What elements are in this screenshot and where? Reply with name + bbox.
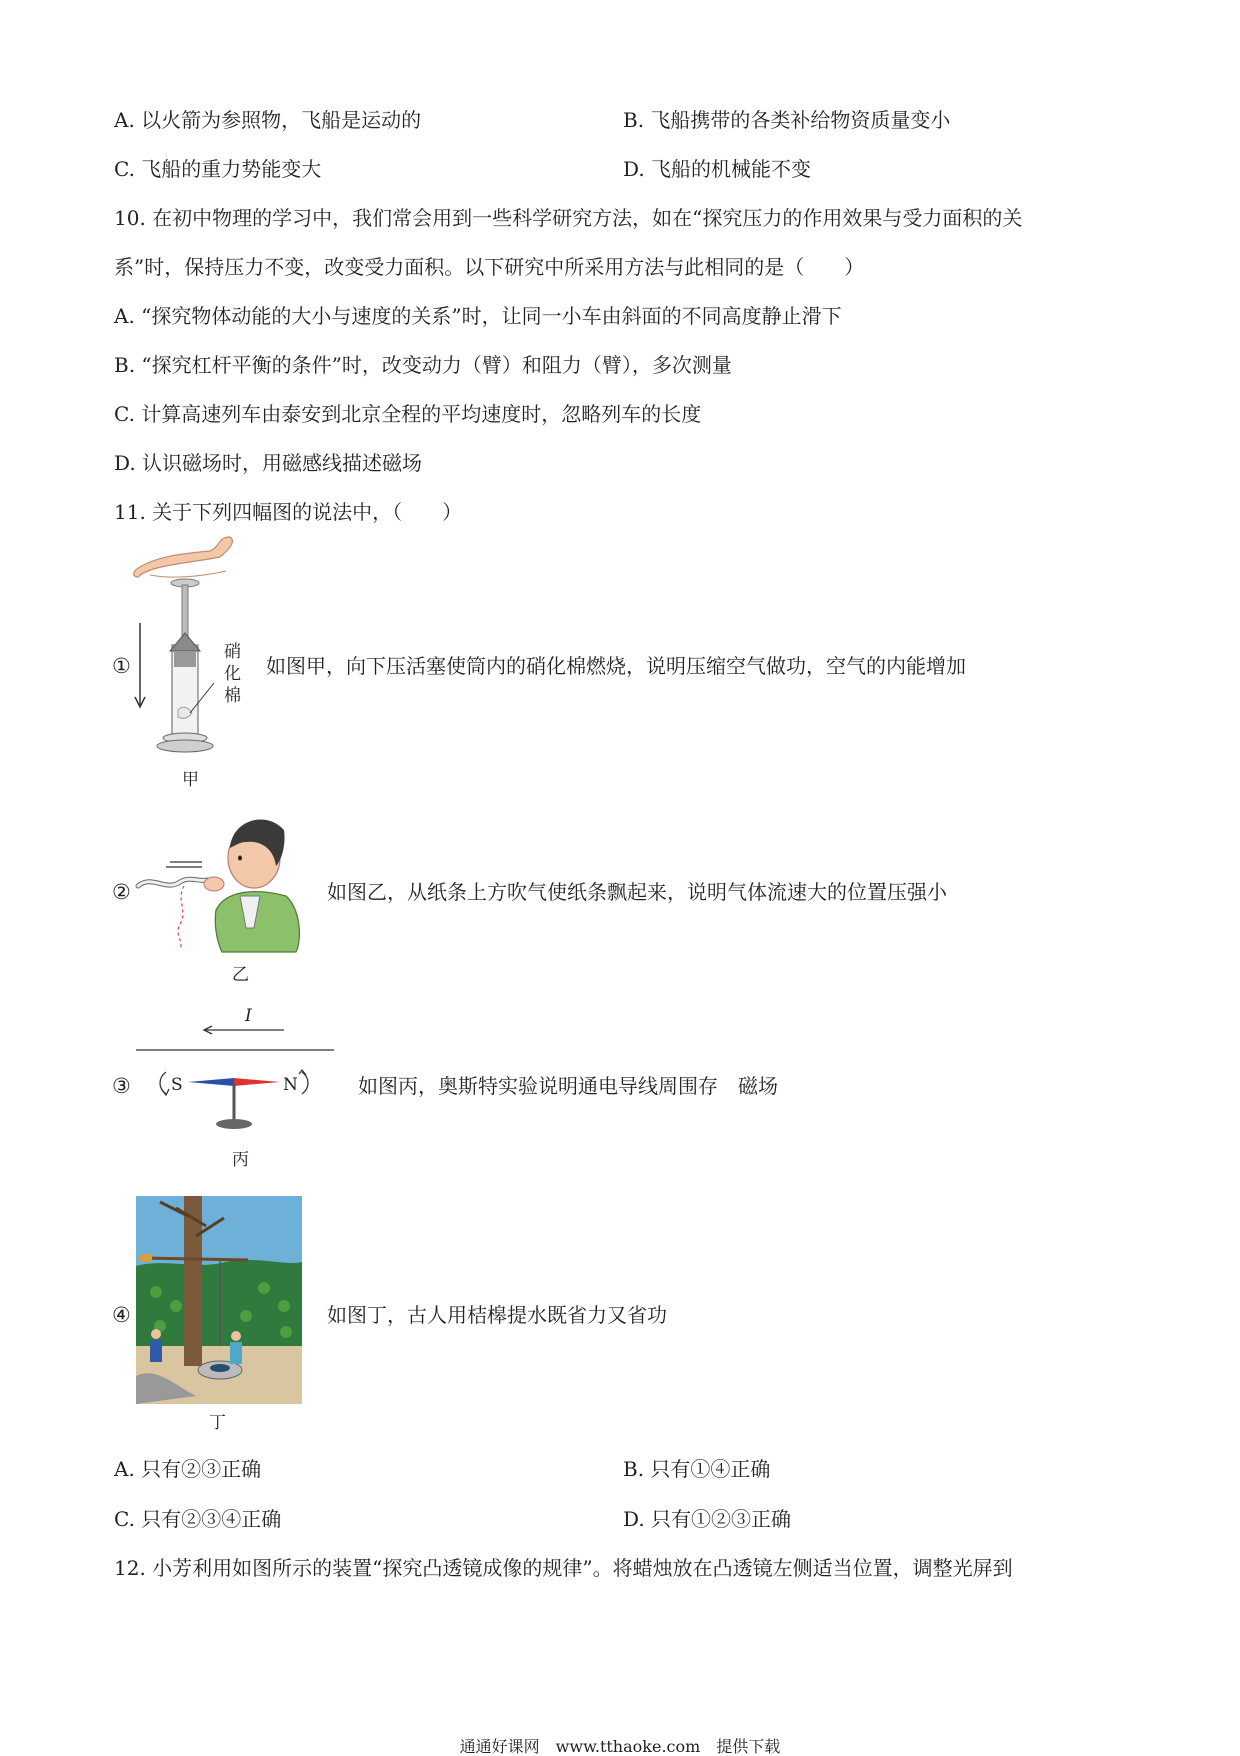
item4-text: 如图丁，古人用桔槔提水既省力又省功 [327, 1303, 667, 1327]
item1-number: ① [112, 654, 131, 678]
q9-option-a: A. 以火箭为参照物，飞船是运动的 [114, 108, 422, 132]
q12-stem-line1: 12. 小芳利用如图所示的装置“探究凸透镜成像的规律”。将蜡烛放在凸透镜左侧适当位置，调整光屏到 [114, 1556, 1013, 1580]
q10-stem-line2: 系”时，保持压力不变，改变受力面积。以下研究中所采用方法与此相同的是（ ） [114, 255, 865, 279]
page-footer: 通通好课网 www.tthaoke.com 提供下载 [459, 1737, 781, 1756]
well-sweep-figure [136, 1196, 302, 1404]
item1-text: 如图甲，向下压活塞使筒内的硝化棉燃烧，说明压缩空气做功，空气的内能增加 [266, 654, 966, 678]
q10-option-c: C. 计算高速列车由泰安到北京全程的平均速度时，忽略列车的长度 [114, 402, 702, 426]
q9-option-b: B. 飞船携带的各类补给物资质量变小 [623, 108, 951, 132]
item2-text: 如图乙，从纸条上方吹气使纸条飘起来，说明气体流速大的位置压强小 [327, 880, 947, 904]
q11-option-b: B. 只有①④正确 [623, 1457, 771, 1481]
item3-number: ③ [112, 1074, 131, 1098]
q11-stem: 11. 关于下列四幅图的说法中，（ ） [114, 500, 463, 524]
q11-option-d: D. 只有①②③正确 [623, 1507, 792, 1531]
item4-number: ④ [112, 1303, 131, 1327]
fig-jia-annot-2: 化 [224, 664, 241, 684]
current-label: I [245, 1006, 252, 1026]
fig-jia-annot-3: 棉 [224, 686, 241, 706]
q10-option-a: A. “探究物体动能的大小与速度的关系”时，让同一小车由斜面的不同高度静止滑下 [114, 304, 842, 328]
q10-option-d: D. 认识磁场时，用磁感线描述磁场 [114, 451, 423, 475]
q11-option-c: C. 只有②③④正确 [114, 1507, 282, 1531]
fig-yi-label: 乙 [232, 965, 249, 985]
south-label: S [171, 1075, 183, 1095]
q9-option-c: C. 飞船的重力势能变大 [114, 157, 322, 181]
north-label: N [283, 1075, 298, 1095]
boy-blowing-figure [136, 800, 306, 960]
fig-ding-label: 丁 [209, 1413, 226, 1433]
q10-option-b: B. “探究杠杆平衡的条件”时，改变动力（臂）和阻力（臂），多次测量 [114, 353, 732, 377]
fig-bing-label: 丙 [232, 1150, 249, 1170]
fig-jia-label: 甲 [182, 770, 199, 790]
item2-number: ② [112, 880, 131, 904]
fig-jia-annot-1: 硝 [224, 642, 241, 662]
q10-stem-line1: 10. 在初中物理的学习中，我们常会用到一些科学研究方法，如在“探究压力的作用效果与受力面积的关 [114, 206, 1023, 230]
q9-option-d: D. 飞船的机械能不变 [623, 157, 812, 181]
oersted-figure [134, 1026, 344, 1146]
q11-option-a: A. 只有②③正确 [114, 1457, 262, 1481]
item3-text: 如图丙，奥斯特实验说明通电导线周围存 磁场 [358, 1074, 778, 1098]
